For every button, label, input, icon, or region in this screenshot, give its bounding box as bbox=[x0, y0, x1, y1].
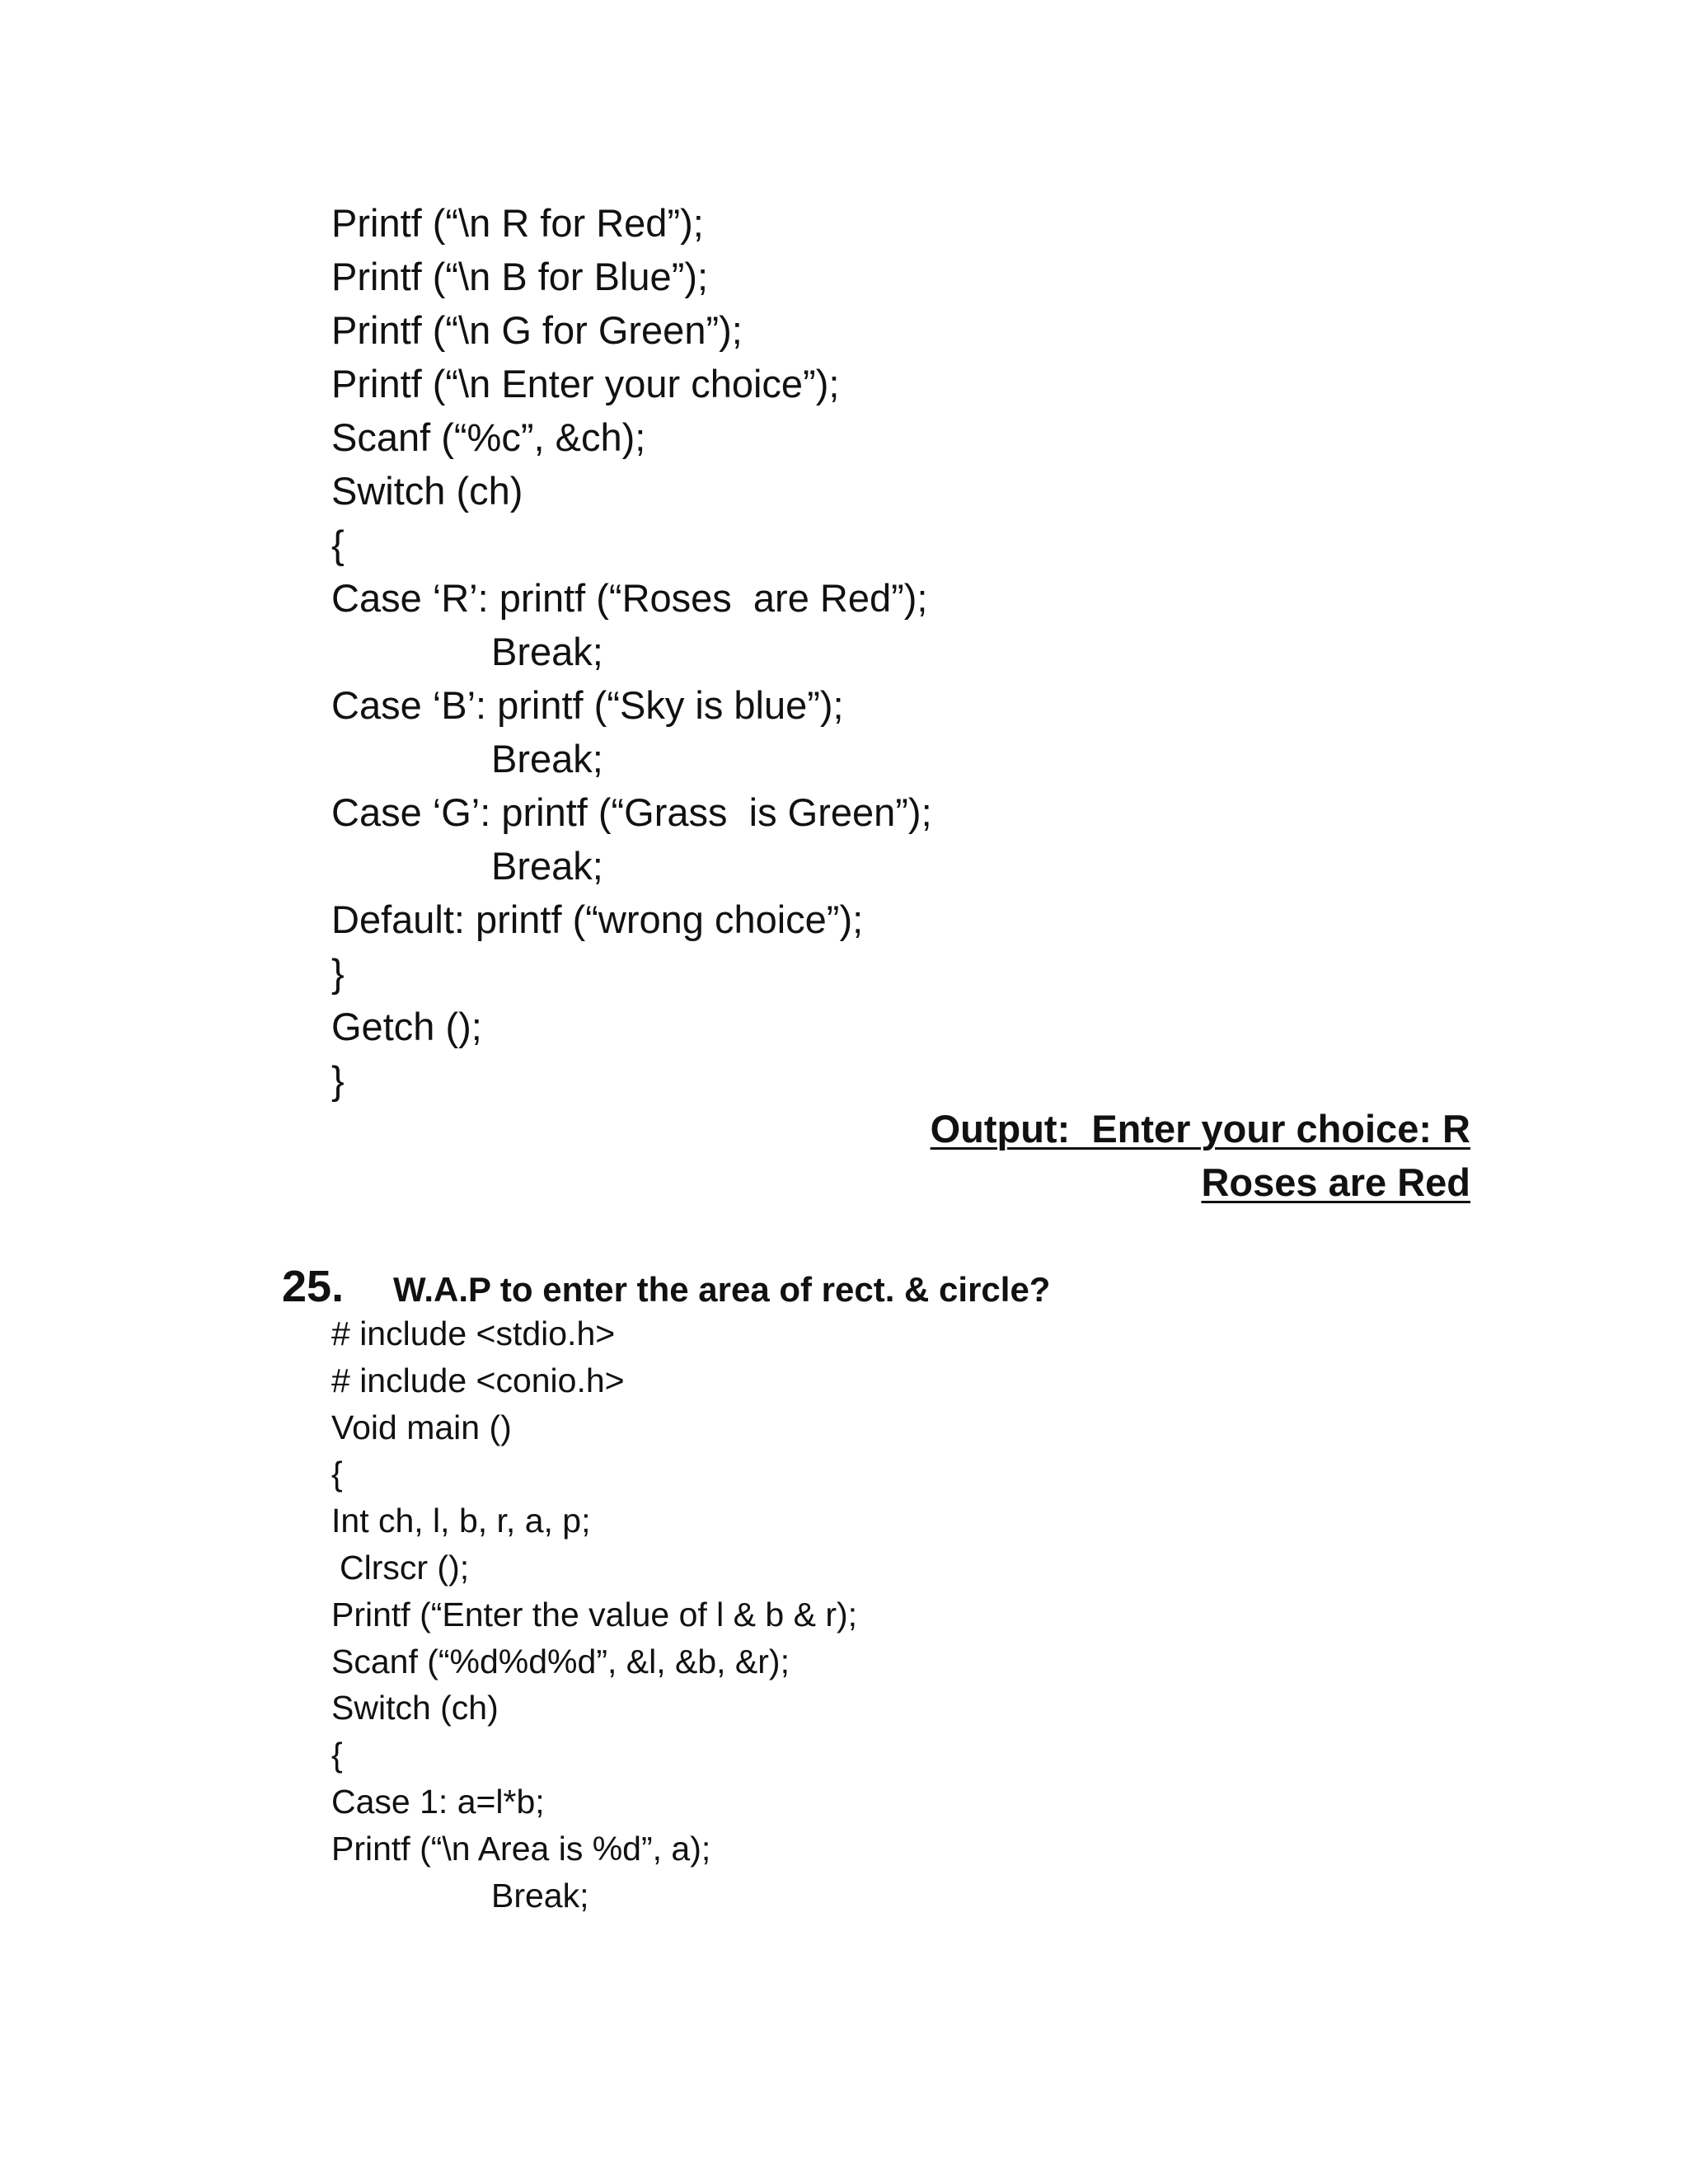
output-line: Roses are Red bbox=[1201, 1160, 1470, 1204]
code-line: Break; bbox=[491, 844, 603, 888]
code-line: Switch (ch) bbox=[331, 469, 523, 513]
code-line: } bbox=[331, 1058, 345, 1102]
code-line: Break; bbox=[491, 737, 603, 780]
code-line: Scanf (“%d%d%d”, &l, &b, &r); bbox=[331, 1642, 790, 1680]
code-line: Void main () bbox=[331, 1408, 512, 1446]
question-heading bbox=[282, 1261, 1050, 1312]
question-number: 25. bbox=[282, 1262, 345, 1311]
question-title: W.A.P to enter the area of rect. & circle? bbox=[393, 1270, 1051, 1309]
code-line: Printf (“Enter the value of l & b & r); bbox=[331, 1595, 858, 1633]
code-line: Int ch, l, b, r, a, p; bbox=[331, 1502, 591, 1540]
code-line: Printf (“\n G for Green”); bbox=[331, 308, 743, 352]
code-line: Break; bbox=[491, 1876, 589, 1915]
code-block-switch-colors bbox=[331, 196, 932, 1107]
code-line: Case ‘R’: printf (“Roses are Red”); bbox=[331, 576, 928, 620]
code-line: { bbox=[331, 523, 345, 566]
code-line: # include <conio.h> bbox=[331, 1361, 625, 1399]
code-line: Printf (“\n Enter your choice”); bbox=[331, 362, 840, 405]
code-line: Case 1: a=l*b; bbox=[331, 1782, 545, 1821]
code-line: { bbox=[331, 1455, 343, 1493]
output-line: Output: Enter your choice: R bbox=[930, 1107, 1470, 1151]
code-line: Getch (); bbox=[331, 1005, 482, 1048]
code-line: Printf (“\n B for Blue”); bbox=[331, 255, 709, 298]
code-line: Printf (“\n R for Red”); bbox=[331, 201, 704, 245]
output-block bbox=[931, 1102, 1470, 1209]
code-line: Case ‘B’: printf (“Sky is blue”); bbox=[331, 683, 844, 727]
code-line: Clrscr (); bbox=[340, 1548, 470, 1586]
code-line: Printf (“\n Area is %d”, a); bbox=[331, 1829, 711, 1868]
code-line: Break; bbox=[491, 630, 603, 673]
code-line: Case ‘G’: printf (“Grass is Green”); bbox=[331, 790, 932, 834]
code-line: # include <stdio.h> bbox=[331, 1315, 616, 1352]
code-line: Scanf (“%c”, &ch); bbox=[331, 415, 646, 459]
code-line: Switch (ch) bbox=[331, 1689, 499, 1727]
code-line: Default: printf (“wrong choice”); bbox=[331, 898, 864, 941]
code-line: { bbox=[331, 1736, 343, 1774]
code-line: } bbox=[331, 951, 345, 995]
code-block-area-program bbox=[331, 1310, 857, 1919]
